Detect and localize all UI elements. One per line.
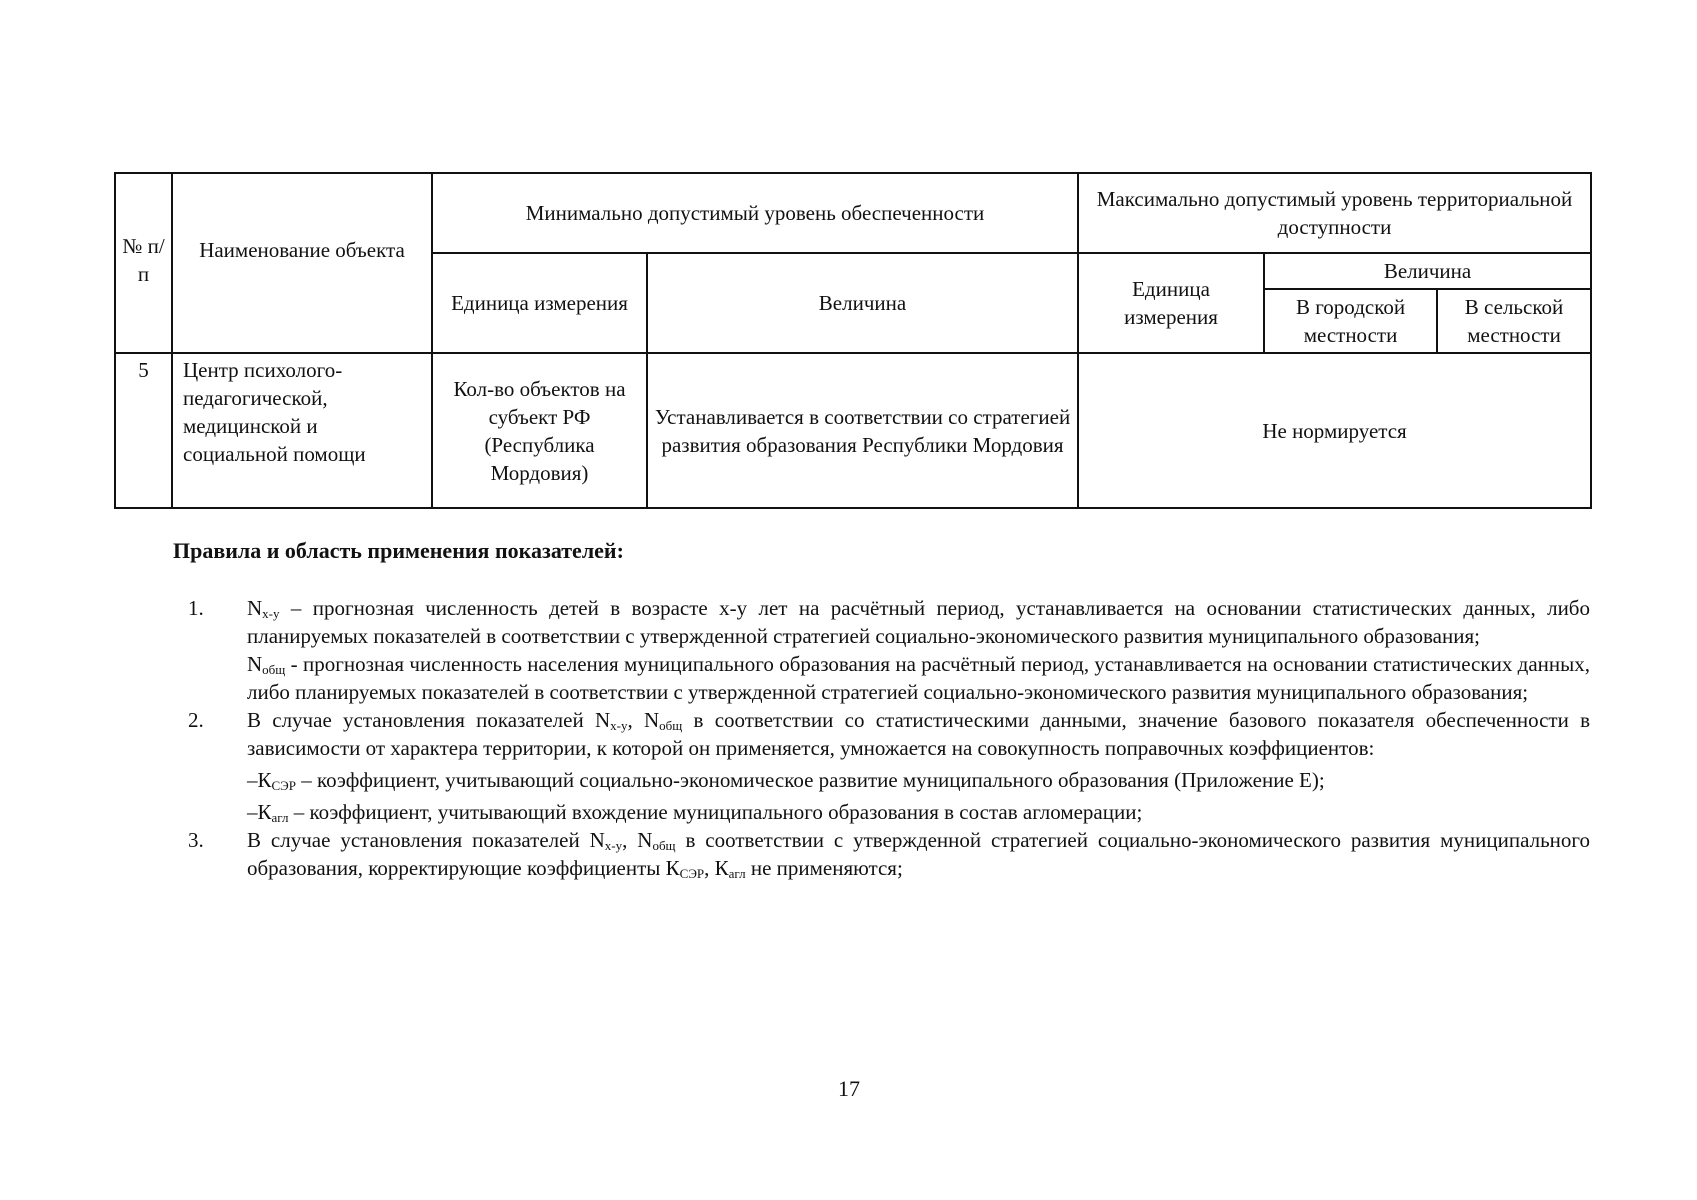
norms-table — [114, 172, 1592, 509]
row-unit: Кол-во объектов на субъект РФ (Республика Мордовия) — [432, 353, 647, 508]
list-marker: 3. — [188, 828, 204, 852]
page-number: 17 — [838, 1076, 860, 1101]
header-unit: Единица измерения — [432, 253, 647, 353]
header-max-group: Максимально допустимый уровень территориальной доступности — [1078, 173, 1591, 253]
rule-paragraph: $N_{общ}$ - прогнозная численность населения муниципального образования на расчётный период, устанавливается на основании статистических данных, либо планируемых показателей в соответствии с утвержденной стратегией социально-экономического развития муниципального образования; — [247, 652, 1590, 704]
header-max-unit: Единица измерения — [1078, 253, 1264, 353]
header-name: Наименование объекта — [172, 173, 432, 353]
header-value: Величина — [647, 253, 1078, 353]
rules-list — [188, 594, 1590, 882]
header-rural: В сельской местности — [1437, 289, 1591, 353]
header-urban: В городской местности — [1264, 289, 1437, 353]
list-item — [188, 826, 1590, 882]
header-num: № п/п — [115, 173, 172, 353]
row-name: Центр психолого-педагогической, медицинской и социальной помощи — [172, 353, 432, 508]
list-marker: 1. — [188, 596, 204, 620]
list-item — [188, 594, 1590, 706]
header-max-value: Величина — [1264, 253, 1591, 289]
rule-paragraph: $N_{х-у}$ – прогнозная численность детей в возрасте х-у лет на расчётный период, устанавливается на основании статистических данных, либо планируемых показателей в соответствии с утвержденной стратегией социально-экономического развития муниципального образования; — [247, 596, 1590, 648]
row-max: Не нормируется — [1078, 353, 1591, 508]
row-num: 5 — [115, 353, 172, 508]
coefficient-line: $-К_{СЭР}$ – коэффициент, учитывающий социально-экономическое развитие муниципального образования (Приложение Е); — [247, 768, 1325, 793]
rule-paragraph: В случае установления показателей $N_{х-у}$, $N_{общ}$ в соответствии со статистическими данными, значение базового показателя обеспеченности в зависимости от характера территории, к которой он применяется, умножается на совокупность поправочных коэффициентов: — [247, 708, 1590, 760]
rule-paragraph: В случае установления показателей $N_{х-у}$, $N_{общ}$ в соответствии с утвержденной стратегией социально-экономического развития муниципального образования, корректирующие коэффициенты $К_{СЭР}$, $К_{агл}$ не применяются; — [247, 828, 1590, 881]
rules-heading: Правила и область применения показателей: — [173, 538, 624, 563]
coefficient-line: $-К_{агл}$ – коэффициент, учитывающий вхождение муниципального образования в состав агломерации; — [247, 800, 1143, 825]
table-row — [115, 353, 1591, 508]
list-marker: 2. — [188, 708, 204, 732]
row-value: Устанавливается в соответствии со стратегией развития образования Республики Мордовия — [647, 353, 1078, 508]
list-item — [188, 706, 1590, 826]
header-min-group: Минимально допустимый уровень обеспеченности — [432, 173, 1078, 253]
